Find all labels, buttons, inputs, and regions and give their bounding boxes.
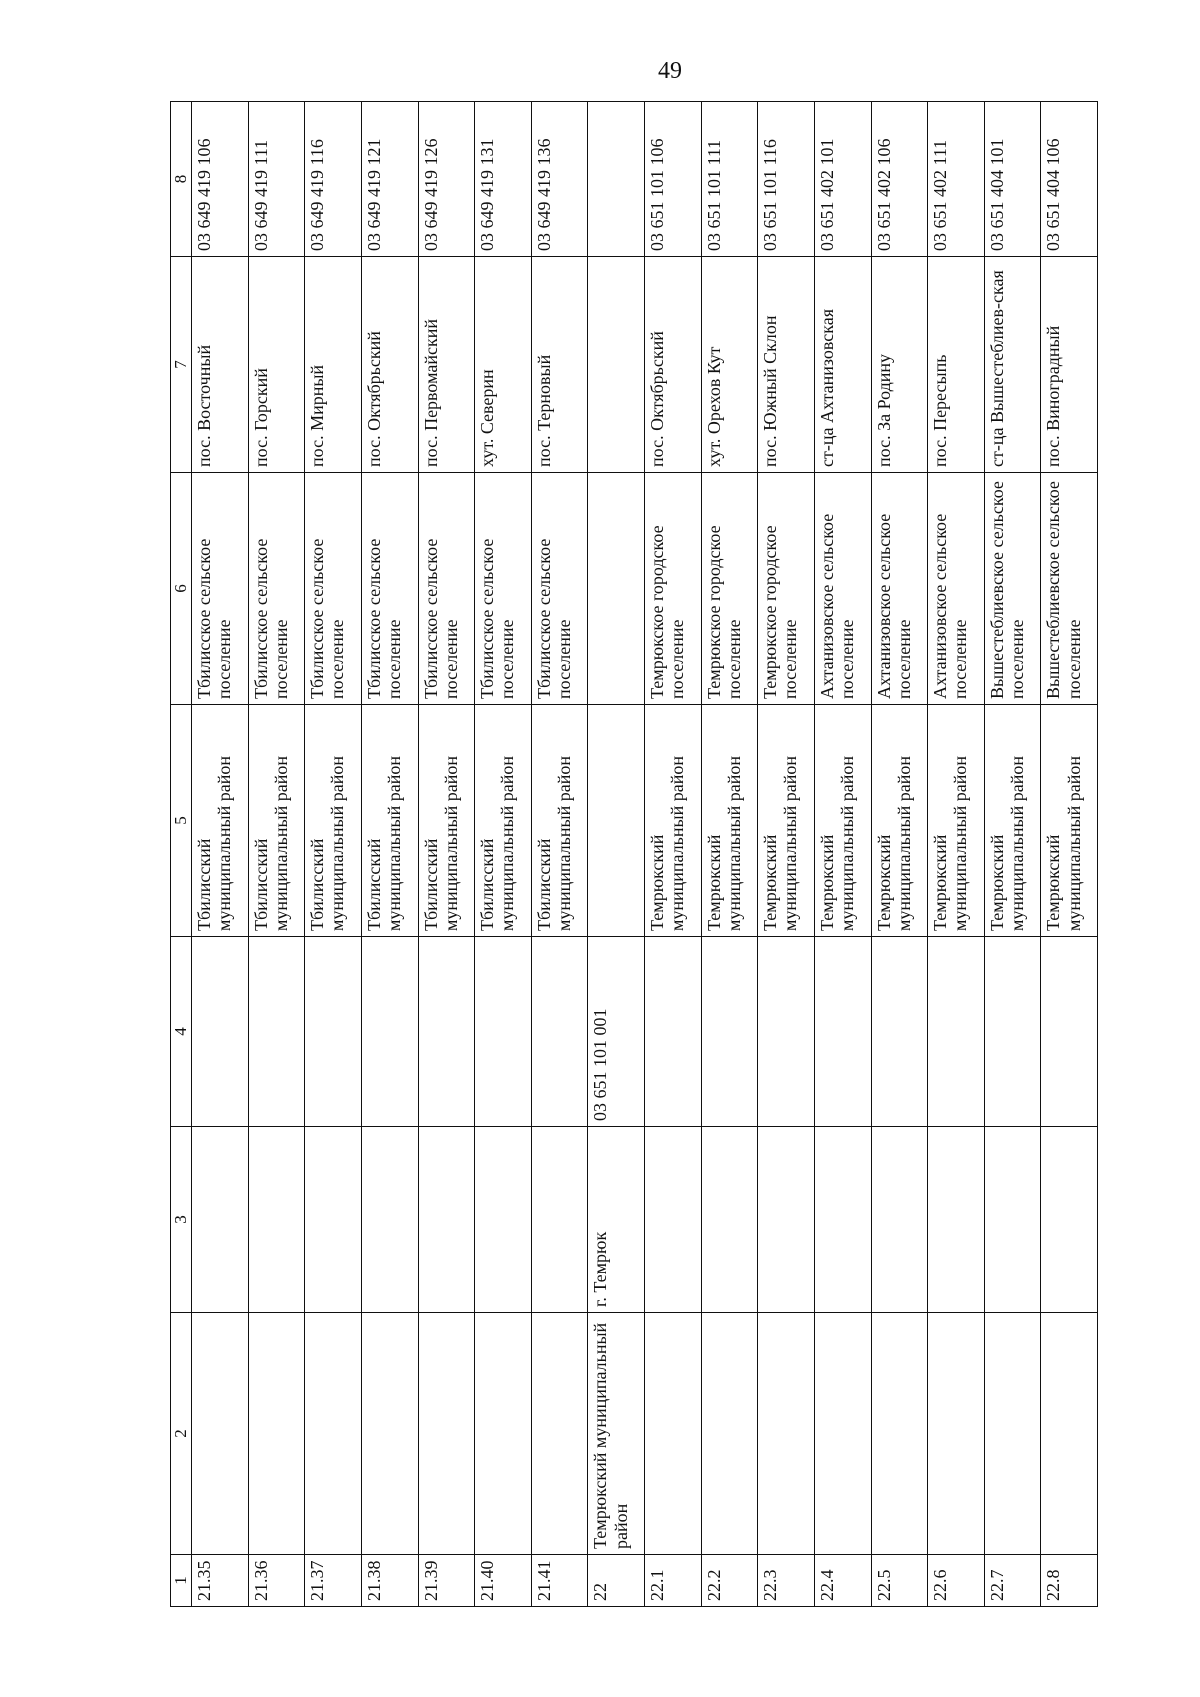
row-number-cell: 21.36	[248, 1555, 305, 1607]
code-cell	[248, 937, 305, 1127]
code-cell	[645, 937, 702, 1127]
center-cell	[248, 1127, 305, 1313]
center-cell	[192, 1127, 249, 1313]
oktmo-code-cell: 03 651 404 101	[984, 102, 1041, 257]
locality-cell: пос. Первомайский	[418, 257, 475, 473]
table-row	[248, 102, 305, 1607]
oktmo-code-cell: 03 649 419 121	[361, 102, 418, 257]
code-cell	[305, 937, 362, 1127]
table-row	[758, 102, 815, 1607]
settlement-cell: Ахтанизовское сельское поселение	[928, 473, 985, 705]
oktmo-code-cell: 03 649 419 116	[305, 102, 362, 257]
oktmo-code-cell: 03 651 101 111	[701, 102, 758, 257]
municipality-cell: Тбилисский муниципальный район	[475, 705, 532, 937]
oktmo-code-cell: 03 651 402 101	[814, 102, 871, 257]
table-row	[418, 102, 475, 1607]
table-row	[531, 102, 588, 1607]
municipality-cell: Темрюкский муниципальный район	[814, 705, 871, 937]
code-cell	[418, 937, 475, 1127]
settlement-cell: Вышестеблиевское сельское поселение	[1041, 473, 1098, 705]
municipality-cell: Темрюкский муниципальный район	[1041, 705, 1098, 937]
row-number-cell: 22.3	[758, 1555, 815, 1607]
column-header: 4	[171, 937, 192, 1127]
settlements-table	[170, 101, 1098, 1607]
locality-cell: хут. Орехов Кут	[701, 257, 758, 473]
column-header: 2	[171, 1313, 192, 1555]
column-header: 8	[171, 102, 192, 257]
district-cell	[361, 1313, 418, 1555]
code-cell	[192, 937, 249, 1127]
district-cell	[248, 1313, 305, 1555]
center-cell	[701, 1127, 758, 1313]
center-cell	[928, 1127, 985, 1313]
code-cell	[1041, 937, 1098, 1127]
row-number-cell: 22.6	[928, 1555, 985, 1607]
settlement-cell: Тбилисское сельское поселение	[192, 473, 249, 705]
district-cell	[1041, 1313, 1098, 1555]
settlement-cell	[588, 473, 645, 705]
table-row	[305, 102, 362, 1607]
settlement-cell: Тбилисское сельское поселение	[475, 473, 532, 705]
locality-cell: ст-ца Ахтанизовская	[814, 257, 871, 473]
center-cell	[1041, 1127, 1098, 1313]
district-cell	[305, 1313, 362, 1555]
locality-cell: пос. За Родину	[871, 257, 928, 473]
code-cell	[871, 937, 928, 1127]
oktmo-code-cell: 03 651 402 111	[928, 102, 985, 257]
row-number-cell: 21.41	[531, 1555, 588, 1607]
settlement-cell: Ахтанизовское сельское поселение	[814, 473, 871, 705]
settlement-cell: Ахтанизовское сельское поселение	[871, 473, 928, 705]
locality-cell	[588, 257, 645, 473]
district-cell	[475, 1313, 532, 1555]
municipality-cell: Тбилисский муниципальный район	[418, 705, 475, 937]
oktmo-code-cell: 03 649 419 106	[192, 102, 249, 257]
municipality-cell	[588, 705, 645, 937]
row-number-cell: 21.37	[305, 1555, 362, 1607]
municipality-cell: Тбилисский муниципальный район	[361, 705, 418, 937]
oktmo-code-cell: 03 649 419 131	[475, 102, 532, 257]
table-row	[645, 102, 702, 1607]
column-header: 1	[171, 1555, 192, 1607]
locality-cell: пос. Восточный	[192, 257, 249, 473]
row-number-cell: 22.1	[645, 1555, 702, 1607]
column-header: 6	[171, 473, 192, 705]
municipality-cell: Тбилисский муниципальный район	[192, 705, 249, 937]
center-cell	[418, 1127, 475, 1313]
center-cell	[984, 1127, 1041, 1313]
district-cell	[928, 1313, 985, 1555]
table-row	[361, 102, 418, 1607]
municipality-cell: Тбилисский муниципальный район	[305, 705, 362, 937]
district-cell: Темрюкский муниципальный район	[588, 1313, 645, 1555]
oktmo-code-cell: 03 649 419 136	[531, 102, 588, 257]
settlement-cell: Темрюкское городское поселение	[758, 473, 815, 705]
row-number-cell: 21.35	[192, 1555, 249, 1607]
district-cell	[814, 1313, 871, 1555]
table-row	[701, 102, 758, 1607]
oktmo-code-cell	[588, 102, 645, 257]
municipality-cell: Тбилисский муниципальный район	[248, 705, 305, 937]
center-cell	[814, 1127, 871, 1313]
locality-cell: пос. Октябрьский	[645, 257, 702, 473]
municipality-cell: Темрюкский муниципальный район	[928, 705, 985, 937]
column-header: 3	[171, 1127, 192, 1313]
district-cell	[192, 1313, 249, 1555]
locality-cell: пос. Южный Склон	[758, 257, 815, 473]
table-body	[171, 102, 1098, 1607]
code-cell: 03 651 101 001	[588, 937, 645, 1127]
table-header-row	[171, 102, 192, 1607]
table-row	[871, 102, 928, 1607]
settlement-cell: Тбилисское сельское поселение	[305, 473, 362, 705]
locality-cell: хут. Северин	[475, 257, 532, 473]
district-cell	[645, 1313, 702, 1555]
settlement-cell: Тбилисское сельское поселение	[531, 473, 588, 705]
row-number-cell: 21.38	[361, 1555, 418, 1607]
district-cell	[984, 1313, 1041, 1555]
municipality-cell: Темрюкский муниципальный район	[871, 705, 928, 937]
settlement-cell: Тбилисское сельское поселение	[418, 473, 475, 705]
table-row	[928, 102, 985, 1607]
row-number-cell: 22.4	[814, 1555, 871, 1607]
center-cell	[758, 1127, 815, 1313]
locality-cell: пос. Пересыпь	[928, 257, 985, 473]
code-cell	[814, 937, 871, 1127]
locality-cell: пос. Горский	[248, 257, 305, 473]
row-number-cell: 22.7	[984, 1555, 1041, 1607]
locality-cell: пос. Виноградный	[1041, 257, 1098, 473]
rotated-table-container	[170, 102, 1098, 1607]
table-row	[984, 102, 1041, 1607]
center-cell: г. Темрюк	[588, 1127, 645, 1313]
table-row	[1041, 102, 1098, 1607]
locality-cell: ст-ца Вышестеблиев-ская	[984, 257, 1041, 473]
district-cell	[418, 1313, 475, 1555]
locality-cell: пос. Мирный	[305, 257, 362, 473]
center-cell	[871, 1127, 928, 1313]
row-number-cell: 22	[588, 1555, 645, 1607]
code-cell	[758, 937, 815, 1127]
table-row	[475, 102, 532, 1607]
center-cell	[475, 1127, 532, 1313]
page-number: 49	[658, 58, 682, 84]
settlement-cell: Темрюкское городское поселение	[645, 473, 702, 705]
district-cell	[871, 1313, 928, 1555]
code-cell	[361, 937, 418, 1127]
municipality-cell: Темрюкский муниципальный район	[701, 705, 758, 937]
oktmo-code-cell: 03 649 419 111	[248, 102, 305, 257]
municipality-cell: Темрюкский муниципальный район	[984, 705, 1041, 937]
district-cell	[531, 1313, 588, 1555]
settlement-cell: Темрюкское городское поселение	[701, 473, 758, 705]
row-number-cell: 21.39	[418, 1555, 475, 1607]
center-cell	[305, 1127, 362, 1313]
center-cell	[361, 1127, 418, 1313]
code-cell	[928, 937, 985, 1127]
code-cell	[531, 937, 588, 1127]
district-cell	[701, 1313, 758, 1555]
settlement-cell: Вышестеблиевское сельское поселение	[984, 473, 1041, 705]
district-cell	[758, 1313, 815, 1555]
code-cell	[984, 937, 1041, 1127]
oktmo-code-cell: 03 649 419 126	[418, 102, 475, 257]
settlement-cell: Тбилисское сельское поселение	[248, 473, 305, 705]
municipality-cell: Темрюкский муниципальный район	[758, 705, 815, 937]
column-header: 7	[171, 257, 192, 473]
row-number-cell: 22.8	[1041, 1555, 1098, 1607]
column-header: 5	[171, 705, 192, 937]
row-number-cell: 22.5	[871, 1555, 928, 1607]
locality-cell: пос. Октябрьский	[361, 257, 418, 473]
table-row	[192, 102, 249, 1607]
oktmo-code-cell: 03 651 404 106	[1041, 102, 1098, 257]
row-number-cell: 21.40	[475, 1555, 532, 1607]
municipality-cell: Темрюкский муниципальный район	[645, 705, 702, 937]
locality-cell: пос. Терновый	[531, 257, 588, 473]
oktmo-code-cell: 03 651 101 106	[645, 102, 702, 257]
table-row	[814, 102, 871, 1607]
center-cell	[531, 1127, 588, 1313]
code-cell	[701, 937, 758, 1127]
table-row	[588, 102, 645, 1607]
oktmo-code-cell: 03 651 101 116	[758, 102, 815, 257]
code-cell	[475, 937, 532, 1127]
oktmo-code-cell: 03 651 402 106	[871, 102, 928, 257]
municipality-cell: Тбилисский муниципальный район	[531, 705, 588, 937]
center-cell	[645, 1127, 702, 1313]
row-number-cell: 22.2	[701, 1555, 758, 1607]
settlement-cell: Тбилисское сельское поселение	[361, 473, 418, 705]
